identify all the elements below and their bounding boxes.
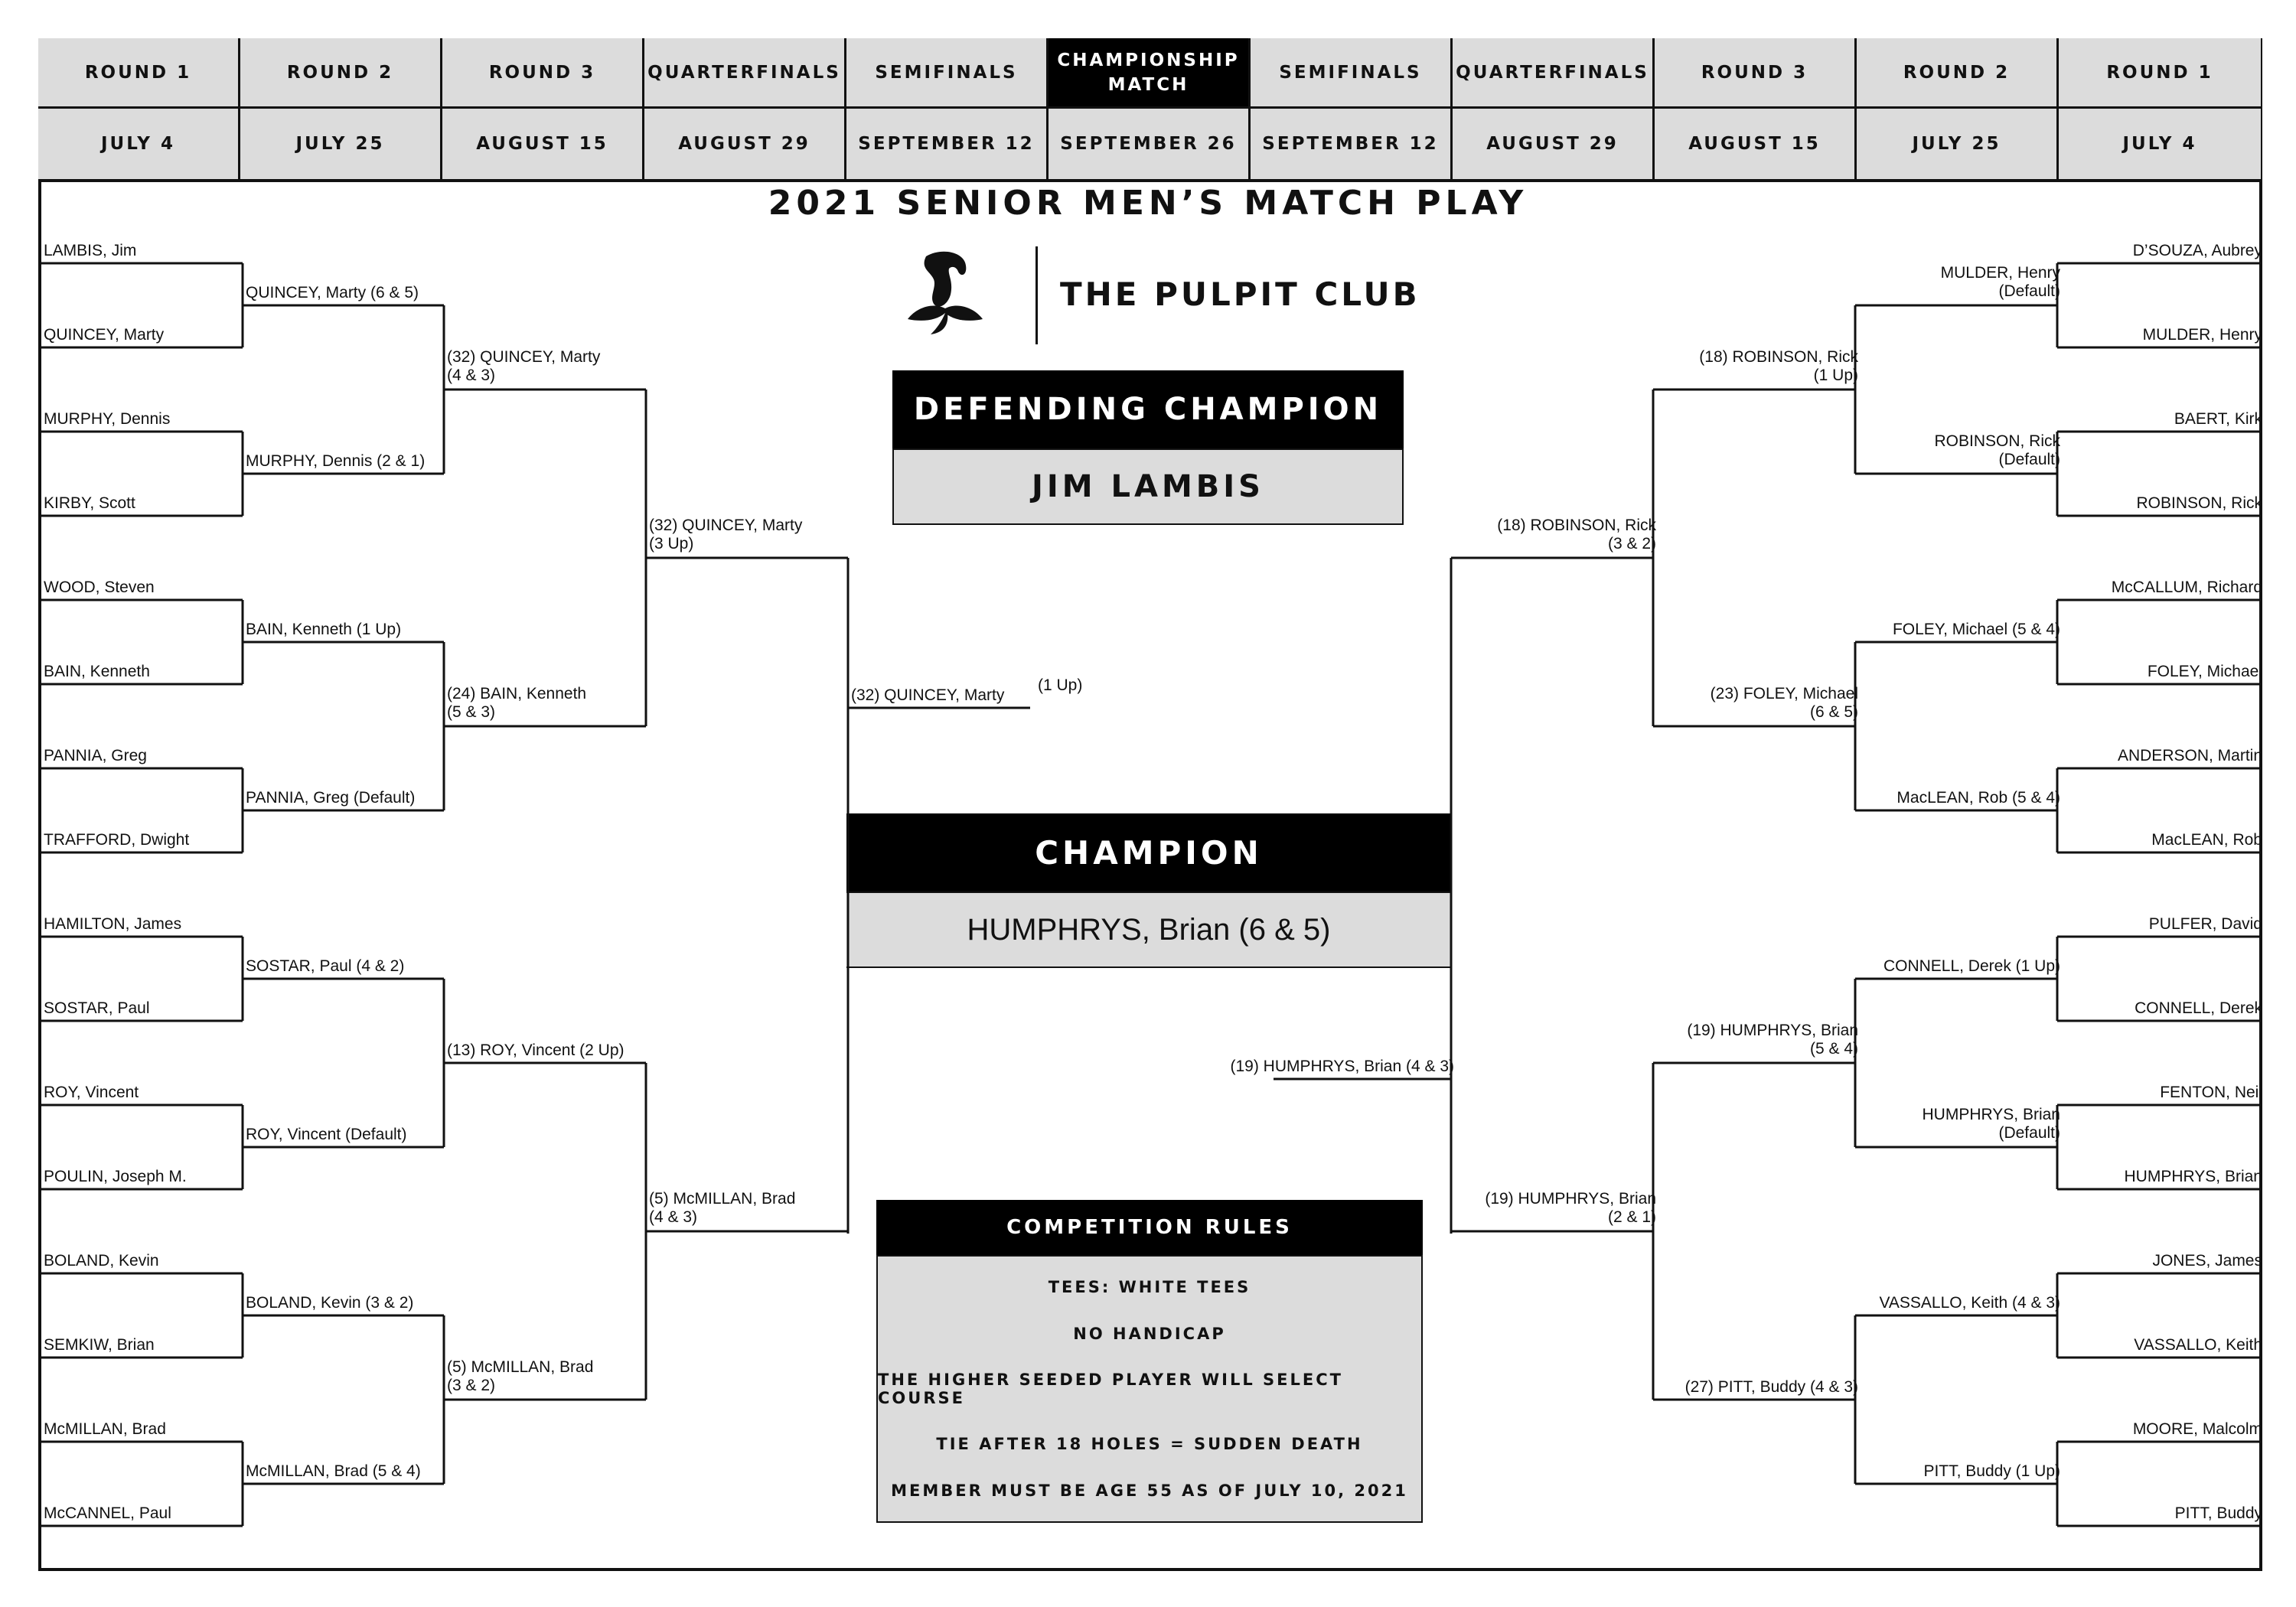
round1-slot: FOLEY, Michael <box>2147 663 2262 680</box>
round3-slot: (13) ROY, Vincent (2 Up) <box>447 1041 625 1059</box>
round2-slot: BAIN, Kenneth (1 Up) <box>246 621 402 638</box>
round-date: JULY 4 <box>38 109 240 179</box>
round1-slot: D’SOUZA, Aubrey <box>2132 242 2262 259</box>
round1-slot: BAERT, Kirk <box>2174 410 2262 428</box>
rule-item: TEES: WHITE TEES <box>1048 1278 1251 1297</box>
round1-slot: WOOD, Steven <box>44 579 155 596</box>
round1-slot: LAMBIS, Jim <box>44 242 137 259</box>
round1-slot: JONES, James <box>2152 1252 2262 1270</box>
round2-slot: ROBINSON, Rick (Default) <box>1934 432 2060 468</box>
round1-slot: MOORE, Malcolm <box>2132 1420 2262 1438</box>
round-date: JULY 25 <box>1857 109 2059 179</box>
quarterfinal-slot: (19) HUMPHRYS, Brian (2 & 1) <box>1485 1190 1656 1226</box>
rule-item: THE HIGHER SEEDED PLAYER WILL SELECT COURSE <box>878 1370 1343 1407</box>
round2-slot: PITT, Buddy (1 Up) <box>1923 1462 2060 1480</box>
round1-slot: BAIN, Kenneth <box>44 663 150 680</box>
semifinal-slot: (32) QUINCEY, Marty <box>851 686 1005 704</box>
champion-heading: CHAMPION <box>846 813 1451 892</box>
round-date: SEPTEMBER 12 <box>846 109 1049 179</box>
club-name: THE PULPIT CLUB <box>1060 275 1420 313</box>
round1-slot: PULFER, David <box>2148 915 2262 933</box>
round2-slot: BOLAND, Kevin (3 & 2) <box>246 1294 414 1312</box>
defending-champion-name: JIM LAMBIS <box>892 448 1404 525</box>
round3-slot: (23) FOLEY, Michael (6 & 5) <box>1710 685 1858 721</box>
round-header: ROUND 1 <box>38 38 240 109</box>
round-header: ROUND 2 <box>1857 38 2059 109</box>
round1-slot: MacLEAN, Rob <box>2151 831 2262 849</box>
round1-slot: BOLAND, Kevin <box>44 1252 159 1270</box>
rule-item: MEMBER MUST BE AGE 55 AS OF JULY 10, 2021 <box>891 1481 1408 1500</box>
round1-slot: QUINCEY, Marty <box>44 326 165 344</box>
round3-slot: (32) QUINCEY, Marty (4 & 3) <box>447 348 601 384</box>
round2-slot: QUINCEY, Marty (6 & 5) <box>246 284 419 302</box>
round1-slot: VASSALLO, Keith <box>2134 1336 2262 1354</box>
quarterfinal-slot: (5) McMILLAN, Brad (4 & 3) <box>649 1190 796 1226</box>
round1-slot: ANDERSON, Martin <box>2117 747 2262 764</box>
round2-slot: ROY, Vincent (Default) <box>246 1126 407 1143</box>
round1-slot: MURPHY, Dennis <box>44 410 171 428</box>
round1-slot: HUMPHRYS, Brian <box>2124 1168 2262 1185</box>
round1-slot: McCANNEL, Paul <box>44 1504 171 1522</box>
round1-slot: POULIN, Joseph M. <box>44 1168 187 1185</box>
round1-slot: ROY, Vincent <box>44 1084 139 1101</box>
round-header: ROUND 2 <box>240 38 442 109</box>
round2-slot: HUMPHRYS, Brian (Default) <box>1922 1106 2060 1142</box>
round2-slot: SOSTAR, Paul (4 & 2) <box>246 957 405 975</box>
round3-slot: (18) ROBINSON, Rick (1 Up) <box>1699 348 1858 384</box>
round3-slot: (19) HUMPHRYS, Brian (5 & 4) <box>1687 1022 1858 1058</box>
round-header: SEMIFINALS <box>846 38 1049 109</box>
round-header: SEMIFINALS <box>1251 38 1453 109</box>
round1-slot: FENTON, Neil <box>2160 1084 2262 1101</box>
round1-slot: PITT, Buddy <box>2174 1504 2262 1522</box>
round-date: AUGUST 15 <box>442 109 644 179</box>
round-date: SEPTEMBER 26 <box>1049 109 1251 179</box>
round3-slot: (24) BAIN, Kenneth (5 & 3) <box>447 685 587 721</box>
round2-slot: McMILLAN, Brad (5 & 4) <box>246 1462 421 1480</box>
quarterfinal-slot: (32) QUINCEY, Marty (3 Up) <box>649 517 803 553</box>
round-header: QUARTERFINALS <box>644 38 846 109</box>
round2-slot: CONNELL, Derek (1 Up) <box>1883 957 2060 975</box>
event-title: 2021 SENIOR MEN’S MATCH PLAY <box>768 184 1528 223</box>
rule-item: NO HANDICAP <box>1073 1324 1226 1343</box>
round1-slot: HAMILTON, James <box>44 915 182 933</box>
round2-slot: PANNIA, Greg (Default) <box>246 789 416 807</box>
champion-name: HUMPHRYS, Brian (6 & 5) <box>846 892 1451 968</box>
round2-slot: MURPHY, Dennis (2 & 1) <box>246 452 426 470</box>
round1-slot: SOSTAR, Paul <box>44 999 150 1017</box>
round-header: ROUND 3 <box>1655 38 1857 109</box>
round-header: ROUND 1 <box>2059 38 2261 109</box>
round2-slot: MULDER, Henry (Default) <box>1940 264 2060 300</box>
round-date: SEPTEMBER 12 <box>1251 109 1453 179</box>
round1-slot: CONNELL, Derek <box>2135 999 2262 1017</box>
round1-slot: McMILLAN, Brad <box>44 1420 166 1438</box>
round3-slot: (5) McMILLAN, Brad (3 & 2) <box>447 1358 594 1394</box>
round2-slot: MacLEAN, Rob (5 & 4) <box>1896 789 2060 807</box>
round2-slot: FOLEY, Michael (5 & 4) <box>1892 621 2060 638</box>
round3-slot: (27) PITT, Buddy (4 & 3) <box>1684 1378 1858 1396</box>
round1-slot: TRAFFORD, Dwight <box>44 831 190 849</box>
semifinal-score: (1 Up) <box>1038 676 1083 694</box>
competition-rules-heading: COMPETITION RULES <box>876 1200 1423 1255</box>
rule-item: TIE AFTER 18 HOLES = SUDDEN DEATH <box>936 1435 1363 1454</box>
defending-champion-heading: DEFENDING CHAMPION <box>892 370 1404 448</box>
round-date: JULY 25 <box>240 109 442 179</box>
round1-slot: KIRBY, Scott <box>44 494 135 512</box>
semifinal-slot: (19) HUMPHRYS, Brian (4 & 3) <box>1230 1058 1454 1075</box>
round-header-championship: CHAMPIONSHIP MATCH <box>1049 38 1251 109</box>
round-date: JULY 4 <box>2059 109 2261 179</box>
round1-slot: PANNIA, Greg <box>44 747 147 764</box>
round-date: AUGUST 29 <box>1453 109 1655 179</box>
quarterfinal-slot: (18) ROBINSON, Rick (3 & 2) <box>1497 517 1656 553</box>
round1-slot: SEMKIW, Brian <box>44 1336 155 1354</box>
round1-slot: ROBINSON, Rick <box>2136 494 2262 512</box>
round1-slot: MULDER, Henry <box>2142 326 2262 344</box>
round-date: AUGUST 15 <box>1655 109 1857 179</box>
round1-slot: McCALLUM, Richard <box>2111 579 2262 596</box>
round-header: ROUND 3 <box>442 38 644 109</box>
round-date: AUGUST 29 <box>644 109 846 179</box>
round2-slot: VASSALLO, Keith (4 & 3) <box>1879 1294 2060 1312</box>
round-header: QUARTERFINALS <box>1453 38 1655 109</box>
